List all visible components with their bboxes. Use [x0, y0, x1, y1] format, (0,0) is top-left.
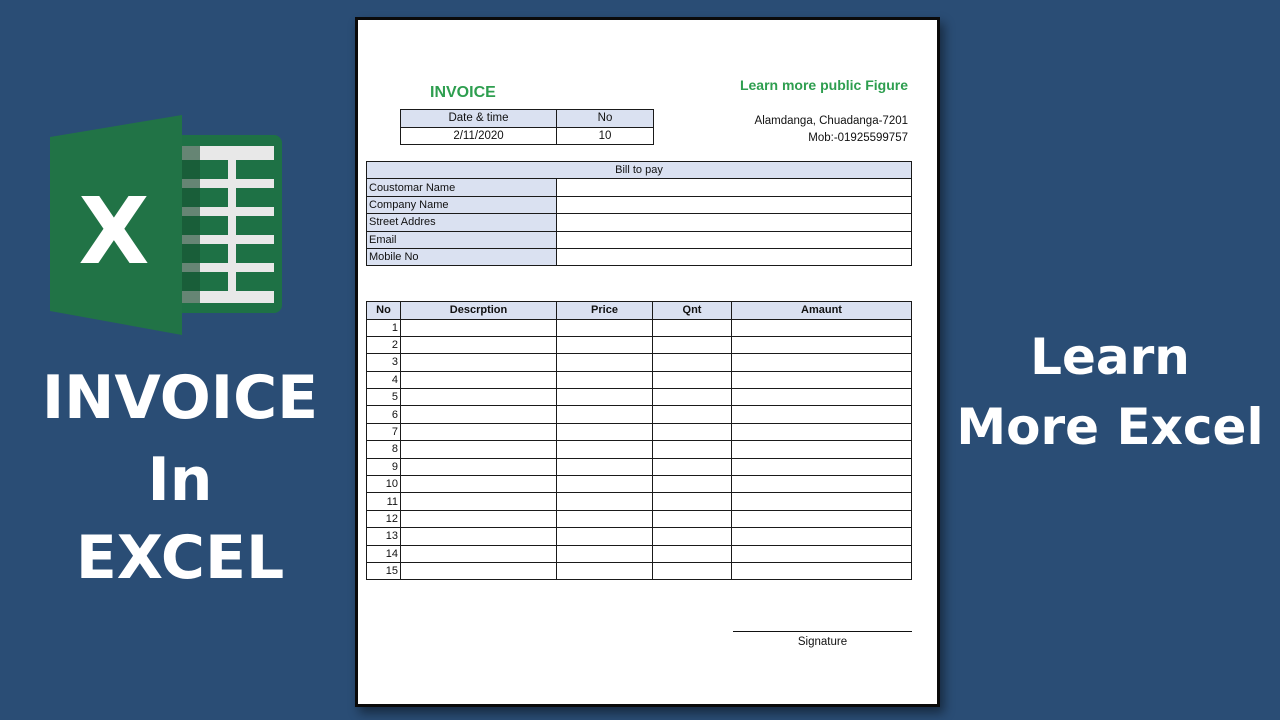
field-label: Company Name — [367, 196, 557, 213]
amount-cell[interactable] — [732, 354, 912, 371]
description-cell[interactable] — [401, 545, 557, 562]
description-cell[interactable] — [401, 389, 557, 406]
amount-cell[interactable] — [732, 336, 912, 353]
qnt-cell[interactable] — [653, 319, 732, 336]
company-contact — [755, 113, 908, 147]
amount-cell[interactable] — [732, 545, 912, 562]
table-row — [367, 562, 912, 579]
left-title-invoice: INVOICE — [41, 363, 319, 433]
amount-cell[interactable] — [732, 493, 912, 510]
qnt-cell[interactable] — [653, 423, 732, 440]
table-row — [367, 545, 912, 562]
amount-cell[interactable] — [732, 528, 912, 545]
description-cell[interactable] — [401, 354, 557, 371]
qnt-cell[interactable] — [653, 528, 732, 545]
amount-cell[interactable] — [732, 319, 912, 336]
bill-row-mobile — [367, 248, 912, 265]
invoice-sheet — [355, 17, 940, 707]
amount-cell[interactable] — [732, 476, 912, 493]
invoice-meta-table — [400, 109, 654, 145]
price-cell[interactable] — [557, 319, 653, 336]
description-cell[interactable] — [401, 458, 557, 475]
bill-to-header: Bill to pay — [367, 162, 912, 179]
price-cell[interactable] — [557, 441, 653, 458]
row-number: 11 — [367, 493, 401, 510]
date-value[interactable]: 2/11/2020 — [401, 127, 557, 145]
price-cell[interactable] — [557, 389, 653, 406]
right-title-more-excel: More Excel — [956, 398, 1264, 456]
amount-cell[interactable] — [732, 371, 912, 388]
row-number: 2 — [367, 336, 401, 353]
row-number: 1 — [367, 319, 401, 336]
qnt-cell[interactable] — [653, 406, 732, 423]
left-title-in: In — [147, 445, 213, 515]
price-cell[interactable] — [557, 528, 653, 545]
price-cell[interactable] — [557, 458, 653, 475]
right-title-learn: Learn — [1030, 328, 1190, 386]
items-table — [366, 301, 912, 580]
field-label: Email — [367, 231, 557, 248]
col-header-amount: Amaunt — [732, 302, 912, 320]
company-address: Alamdanga, Chuadanga-7201 — [754, 115, 908, 127]
qnt-cell[interactable] — [653, 371, 732, 388]
company-mobile: Mob:-01925599757 — [808, 132, 908, 144]
row-number: 14 — [367, 545, 401, 562]
price-cell[interactable] — [557, 423, 653, 440]
row-number: 4 — [367, 371, 401, 388]
qnt-cell[interactable] — [653, 441, 732, 458]
col-header-qnt: Qnt — [653, 302, 732, 320]
bill-row-customer-name — [367, 179, 912, 196]
price-cell[interactable] — [557, 510, 653, 527]
table-row — [367, 476, 912, 493]
bill-to-table — [366, 161, 912, 266]
description-cell[interactable] — [401, 336, 557, 353]
amount-cell[interactable] — [732, 562, 912, 579]
description-cell[interactable] — [401, 406, 557, 423]
row-number: 10 — [367, 476, 401, 493]
table-row — [367, 389, 912, 406]
invoice-title: INVOICE — [430, 84, 496, 101]
qnt-cell[interactable] — [653, 354, 732, 371]
description-cell[interactable] — [401, 441, 557, 458]
row-number: 8 — [367, 441, 401, 458]
date-header: Date & time — [401, 110, 557, 128]
description-cell[interactable] — [401, 528, 557, 545]
description-cell[interactable] — [401, 562, 557, 579]
svg-text:X: X — [78, 178, 150, 285]
price-cell[interactable] — [557, 371, 653, 388]
row-number: 5 — [367, 389, 401, 406]
table-row — [367, 493, 912, 510]
col-header-no: No — [367, 302, 401, 320]
price-cell[interactable] — [557, 354, 653, 371]
qnt-cell[interactable] — [653, 476, 732, 493]
invoice-no-value[interactable]: 10 — [557, 127, 654, 145]
email-field[interactable] — [557, 231, 912, 248]
table-row — [367, 510, 912, 527]
field-label: Coustomar Name — [367, 179, 557, 196]
table-row — [367, 458, 912, 475]
qnt-cell[interactable] — [653, 545, 732, 562]
description-cell[interactable] — [401, 493, 557, 510]
row-number: 9 — [367, 458, 401, 475]
row-number: 6 — [367, 406, 401, 423]
price-cell[interactable] — [557, 493, 653, 510]
price-cell[interactable] — [557, 562, 653, 579]
amount-cell[interactable] — [732, 423, 912, 440]
table-row — [367, 354, 912, 371]
row-number: 3 — [367, 354, 401, 371]
qnt-cell[interactable] — [653, 336, 732, 353]
price-cell[interactable] — [557, 476, 653, 493]
bill-row-street-address — [367, 214, 912, 231]
description-cell[interactable] — [401, 423, 557, 440]
company-name-field[interactable] — [557, 196, 912, 213]
qnt-cell[interactable] — [653, 458, 732, 475]
bill-row-company-name — [367, 196, 912, 213]
table-row — [367, 406, 912, 423]
table-row — [367, 528, 912, 545]
description-cell[interactable] — [401, 319, 557, 336]
signature-label: Signature — [797, 636, 848, 648]
row-number: 12 — [367, 510, 401, 527]
amount-cell[interactable] — [732, 510, 912, 527]
customer-name-field[interactable] — [557, 179, 912, 196]
qnt-cell[interactable] — [653, 493, 732, 510]
no-header: No — [557, 110, 654, 128]
description-cell[interactable] — [401, 371, 557, 388]
street-address-field[interactable] — [557, 214, 912, 231]
row-number: 15 — [367, 562, 401, 579]
qnt-cell[interactable] — [653, 389, 732, 406]
company-brand: Learn more public Figure — [739, 77, 908, 93]
field-label: Mobile No — [367, 248, 557, 265]
field-label: Street Addres — [367, 214, 557, 231]
qnt-cell[interactable] — [653, 562, 732, 579]
amount-cell[interactable] — [732, 389, 912, 406]
price-cell[interactable] — [557, 336, 653, 353]
mobile-field[interactable] — [557, 248, 912, 265]
table-row — [367, 423, 912, 440]
col-header-price: Price — [557, 302, 653, 320]
description-cell[interactable] — [401, 510, 557, 527]
amount-cell[interactable] — [732, 458, 912, 475]
table-row — [367, 441, 912, 458]
amount-cell[interactable] — [732, 441, 912, 458]
table-row — [367, 371, 912, 388]
amount-cell[interactable] — [732, 406, 912, 423]
row-number: 13 — [367, 528, 401, 545]
left-title-excel: EXCEL — [75, 523, 285, 593]
excel-logo-icon — [48, 113, 284, 335]
col-header-description: Descrption — [401, 302, 557, 320]
row-number: 7 — [367, 423, 401, 440]
table-row — [367, 319, 912, 336]
signature-line — [733, 631, 912, 632]
table-row — [367, 336, 912, 353]
description-cell[interactable] — [401, 476, 557, 493]
bill-row-email — [367, 231, 912, 248]
price-cell[interactable] — [557, 545, 653, 562]
price-cell[interactable] — [557, 406, 653, 423]
qnt-cell[interactable] — [653, 510, 732, 527]
